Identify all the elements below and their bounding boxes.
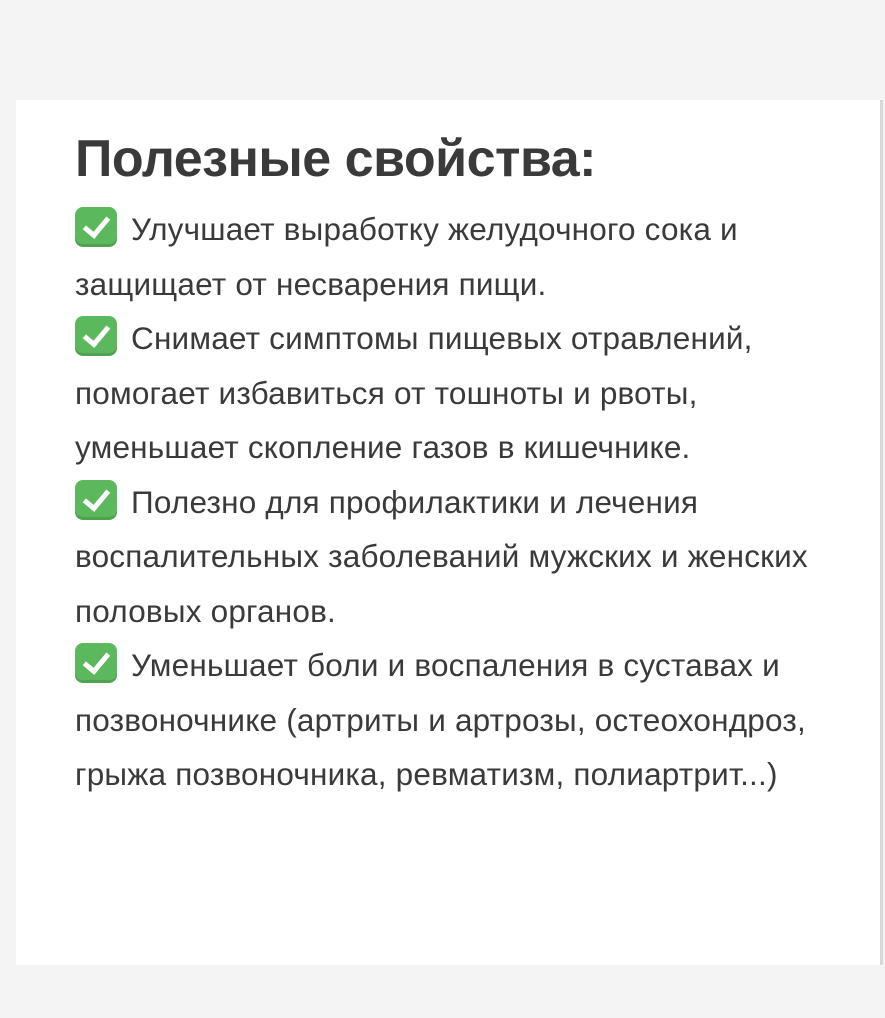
benefit-item-1 <box>75 202 865 311</box>
check-mark-icon <box>75 643 117 683</box>
benefit-item-3 <box>75 475 865 639</box>
benefit-text-3: Полезно для профилактики и лечения воспалительных заболеваний мужских и женских половых органов. <box>75 483 808 629</box>
benefit-text-1: Улучшает выработку желудочного сока и защищает от несварения пищи. <box>75 211 738 302</box>
benefit-text-4: Уменьшает боли и воспаления в суставах и позвоночнике (артриты и артрозы, остеохондроз, грыжа позвоночника, ревматизм, полиартрит...) <box>75 647 806 792</box>
page-title: Полезные свойства: <box>75 130 596 188</box>
check-mark-icon <box>75 480 117 520</box>
check-mark-icon <box>75 316 117 356</box>
benefit-item-2 <box>75 311 865 475</box>
benefit-item-4 <box>75 638 865 802</box>
check-mark-icon <box>75 207 117 247</box>
top-margin <box>0 0 885 100</box>
bottom-margin <box>0 965 885 1018</box>
benefits-list <box>75 202 865 802</box>
benefit-text-2: Снимает симптомы пищевых отравлений, помогает избавиться от тошноты и рвоты, уменьшает скопление газов в кишечнике. <box>75 320 753 465</box>
card-right-edge <box>880 100 883 965</box>
